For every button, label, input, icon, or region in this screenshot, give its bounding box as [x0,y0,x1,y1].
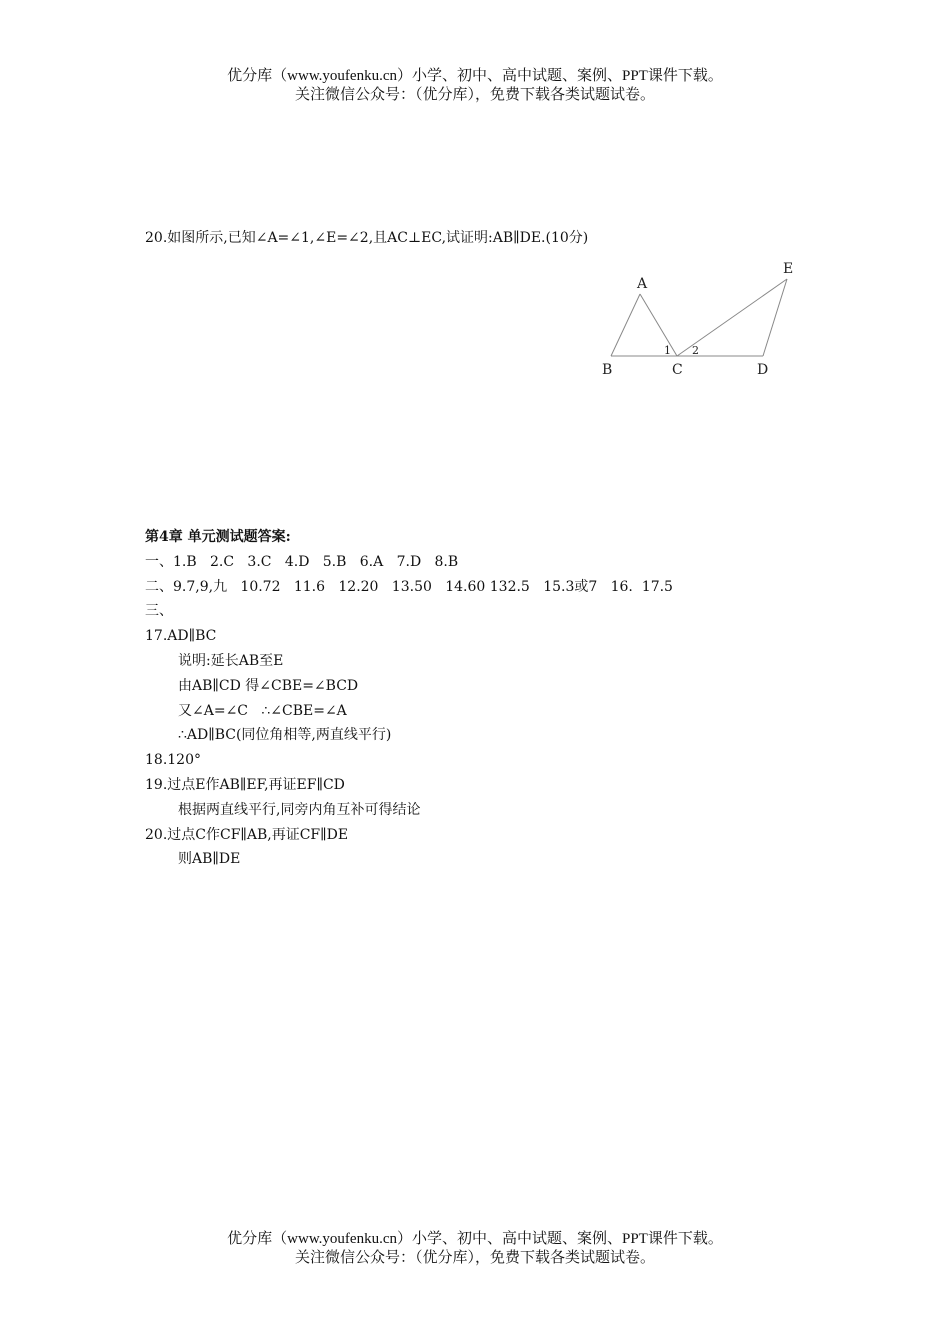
answer-title: 第4章 单元测试题答案: [145,529,291,545]
label-c: C [672,362,683,378]
answer-17-line-2: 由AB∥CD 得∠CBE=∠BCD [178,677,359,694]
answer-section-3: 三、 [145,603,173,620]
footer-line-1: 优分库（www.youfenku.cn）小学、初中、高中试题、案例、PPT课件下载。 [227,1231,723,1247]
label-e: E [783,261,794,277]
answer-18: 18.120° [145,752,201,769]
answer-19: 19.过点E作AB∥EF,再证EF∥CD [145,776,345,793]
answer-section [145,525,845,872]
answer-17-line-3: 又∠A=∠C ∴∠CBE=∠A [178,702,347,719]
answer-section-2: 二、9.7,9,九 10.72 11.6 12.20 13.50 14.60 132.5 15.3或7 16. 17.5 [145,578,673,595]
segment-ac [640,294,677,356]
label-b: B [602,362,613,378]
segment-ab [611,294,640,356]
page-header [0,67,950,105]
question-20-text: 20.如图所示,已知∠A=∠1,∠E=∠2,且AC⊥EC,试证明:AB∥DE.(10分) [145,230,589,246]
answer-section-1: 一、1.B 2.C 3.C 4.D 5.B 6.A 7.D 8.B [145,553,459,570]
segment-de [763,279,787,356]
header-line-1: 优分库（www.youfenku.cn）小学、初中、高中试题、案例、PPT课件下载。 [227,68,723,84]
label-angle-2: 2 [692,344,699,357]
answer-17-line-1: 说明:延长AB至E [178,652,284,669]
geometry-figure [590,255,810,385]
label-angle-1: 1 [664,344,671,357]
answer-17-line-4: ∴AD∥BC(同位角相等,两直线平行) [178,727,392,744]
label-a: A [637,276,648,292]
page-footer [0,1230,950,1268]
answer-20: 20.过点C作CF∥AB,再证CF∥DE [145,826,349,843]
header-line-2: 关注微信公众号：（优分库），免费下载各类试题试卷。 [294,87,655,103]
answer-19-line-1: 根据两直线平行,同旁内角互补可得结论 [178,801,421,818]
footer-line-2: 关注微信公众号：（优分库），免费下载各类试题试卷。 [294,1250,655,1266]
label-d: D [757,362,769,378]
answer-17: 17.AD∥BC [145,628,217,645]
answer-20-line-1: 则AB∥DE [178,851,241,868]
